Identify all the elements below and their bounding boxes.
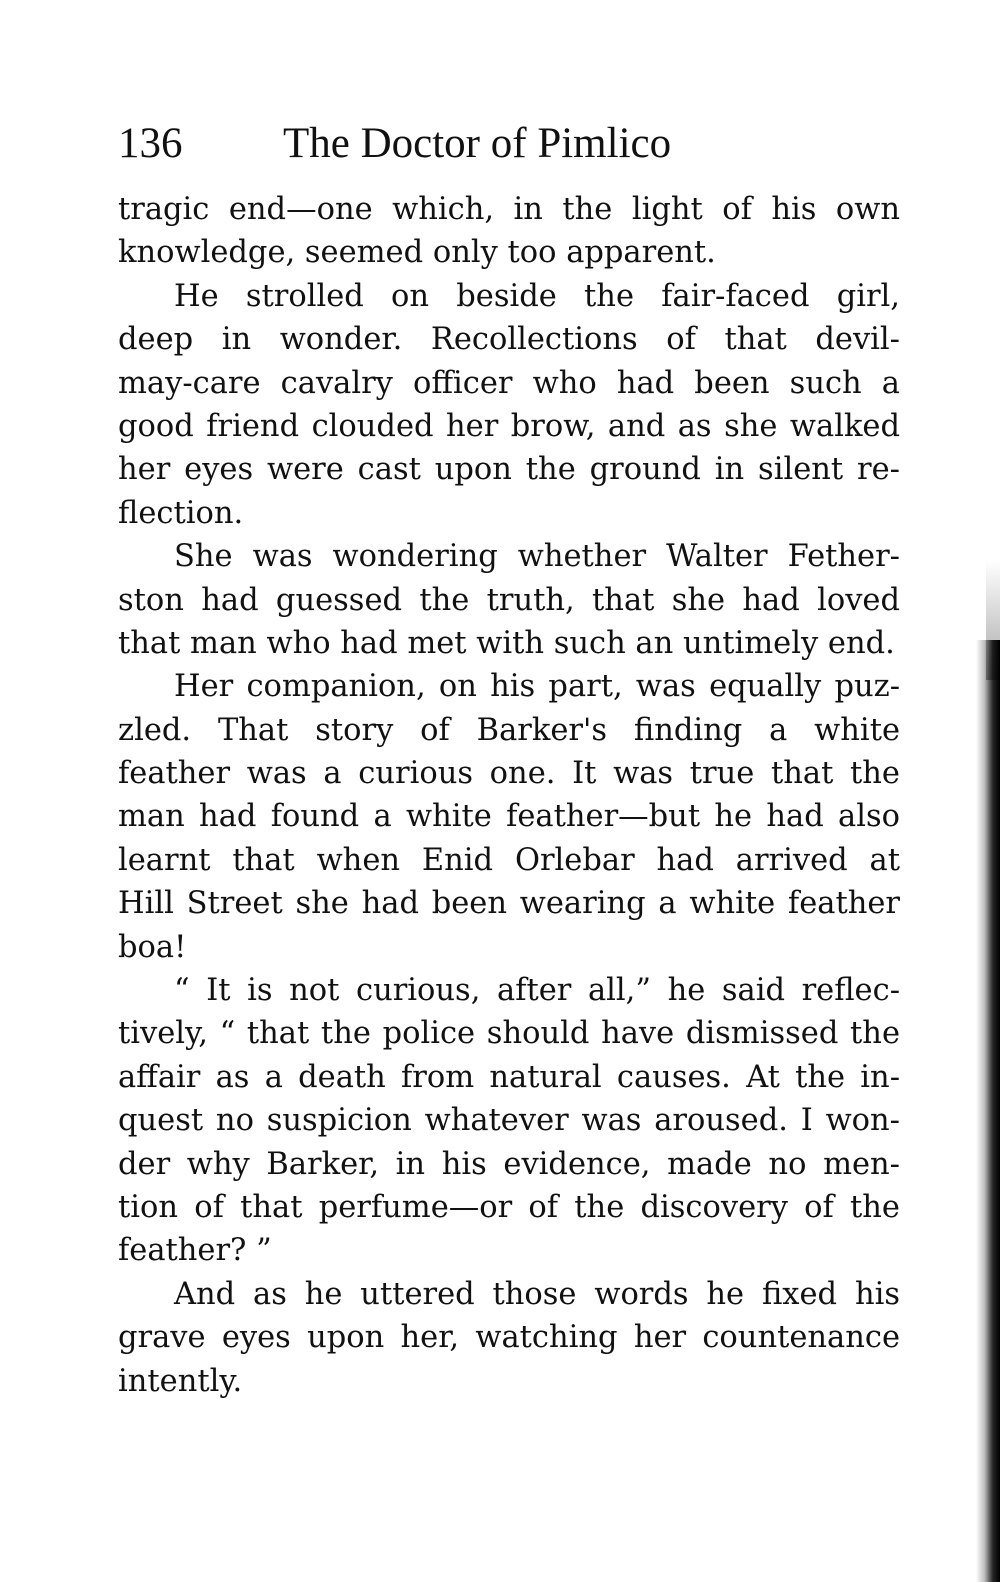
text-line: Hill Street she had been wearing a white feather [118, 886, 900, 922]
text-line: zled. That story of Barker's finding a white [118, 712, 900, 748]
text-line: flection. [118, 495, 244, 531]
text-line: She was wondering whether Walter Fether- [174, 539, 900, 575]
scan-edge-shadow [976, 640, 1000, 1582]
text-line: tion of that perfume—or of the discovery of the [118, 1189, 900, 1225]
text-line: may-care cavalry officer who had been such a [118, 365, 900, 401]
text-line: He strolled on beside the fair-faced girl, [174, 278, 900, 314]
text-line: tively, “ that the police should have dismissed the [118, 1016, 900, 1052]
text-line: boa! [118, 929, 187, 965]
text-line: that man who had met with such an untimely end. [118, 625, 895, 661]
text-line: “ It is not curious, after all,” he said reflec- [174, 973, 900, 1009]
text-line: And as he uttered those words he fixed his [174, 1276, 900, 1312]
text-line: intently. [118, 1363, 243, 1399]
text-line: her eyes were cast upon the ground in silent re- [118, 452, 900, 488]
text-line: ston had guessed the truth, that she had loved [118, 582, 900, 618]
text-line: man had found a white feather—but he had also [118, 799, 900, 835]
body-text [118, 188, 900, 1403]
text-line: affair as a death from natural causes. At the in- [118, 1059, 900, 1095]
running-title: The Doctor of Pimlico [283, 120, 672, 167]
page-number: 136 [118, 120, 183, 167]
text-line: feather? ” [118, 1233, 272, 1269]
text-line: Her companion, on his part, was equally puz- [174, 669, 900, 705]
text-line: der why Barker, in his evidence, made no men- [118, 1146, 900, 1182]
running-head [118, 114, 898, 174]
text-line: feather was a curious one. It was true that the [118, 756, 900, 792]
text-line: deep in wonder. Recollections of that devil- [118, 322, 900, 358]
text-line: learnt that when Enid Orlebar had arrived at [118, 842, 900, 878]
text-line: knowledge, seemed only too apparent. [118, 235, 716, 271]
text-line: good friend clouded her brow, and as she walked [118, 408, 900, 444]
text-line: grave eyes upon her, watching her countenance [118, 1320, 900, 1356]
text-line: tragic end—one which, in the light of his own [118, 192, 900, 227]
text-line: quest no suspicion whatever was aroused. I won- [118, 1103, 900, 1139]
